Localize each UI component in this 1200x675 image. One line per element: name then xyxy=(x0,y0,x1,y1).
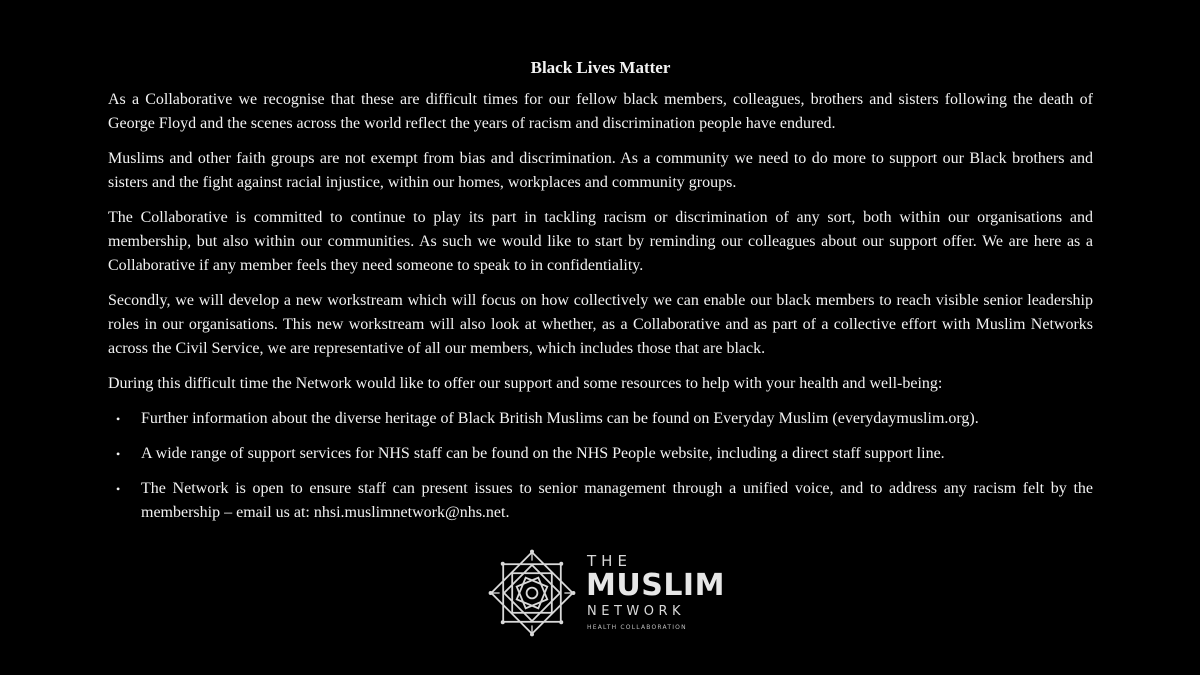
paragraph-1: As a Collaborative we recognise that these are difficult times for our fellow black members, colleagues, brothers and sisters following the death of George Floyd and the scenes across the world reflect the years of racism and discrimination people have endured. xyxy=(108,91,1093,132)
logo-line-muslim: MUSLIM xyxy=(586,568,725,603)
logo-line-health-collaboration: HEALTH COLLABORATION xyxy=(587,624,687,631)
list-item-text: Further information about the diverse heritage of Black British Muslims can be found on Everyday Muslim (everydaymuslim.org). xyxy=(141,410,979,427)
paragraph-5: During this difficult time the Network would like to offer our support and some resources to help with your health and well-being: xyxy=(108,375,943,392)
paragraph-3: The Collaborative is committed to continue to play its part in tackling racism or discrimination of any sort, both within our organisations and membership, but also within our communities. As such we would like to start by reminding our colleagues about our support offer. We are here as a Collaborative if any member feels they need someone to speak to in confidentiality. xyxy=(108,209,1093,274)
list-item xyxy=(108,442,1093,466)
logo-line-network: NETWORK xyxy=(587,604,686,619)
list-item xyxy=(108,477,1093,525)
logo-line-the: THE xyxy=(587,552,632,570)
geometric-star-pattern-icon xyxy=(487,548,577,638)
statement-title: Black Lives Matter xyxy=(530,58,671,77)
resource-list xyxy=(108,407,1093,525)
list-item-text: The Network is open to ensure staff can present issues to senior management through a unified voice, and to address any racism felt by the membership – email us at: nhsi.muslimnetwork@nhs.net. xyxy=(141,480,1093,521)
bullet-icon: • xyxy=(116,482,121,496)
paragraph-4: Secondly, we will develop a new workstream which will focus on how collectively we can enable our black members to reach visible senior leadership roles in our organisations. This new workstream will also look at whether, as a Collaborative and as part of a collective effort with Muslim Networks across the Civil Service, we are representative of all our members, which includes those that are black. xyxy=(108,292,1093,357)
muslim-network-logo xyxy=(487,548,727,638)
bullet-icon: • xyxy=(116,447,121,461)
list-item-text: A wide range of support services for NHS staff can be found on the NHS People website, including a direct staff support line. xyxy=(141,445,945,462)
list-item xyxy=(108,407,1093,431)
bullet-icon: • xyxy=(116,412,121,426)
paragraph-2: Muslims and other faith groups are not exempt from bias and discrimination. As a community we need to do more to support our Black brothers and sisters and the fight against racial injustice, within our homes, workplaces and community groups. xyxy=(108,150,1093,191)
statement-document xyxy=(108,56,1093,536)
